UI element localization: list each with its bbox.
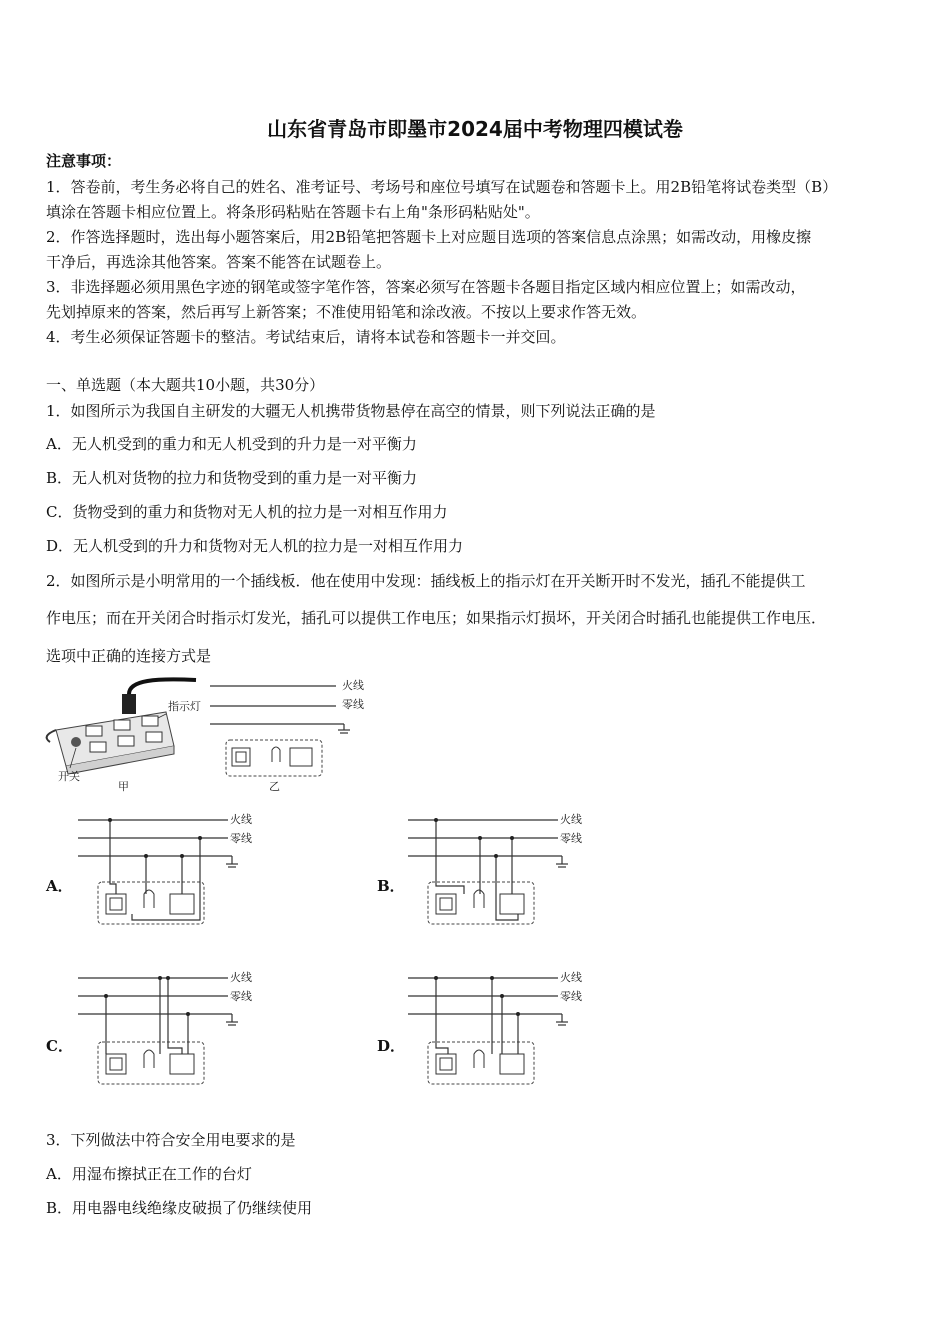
q2-option-a-label: A．	[46, 877, 73, 895]
zero-line-label: 零线	[230, 990, 252, 1003]
fire-line-label: 火线	[342, 679, 364, 692]
zero-line-label: 零线	[560, 990, 582, 1003]
q2-stem-line1: 2．如图所示是小明常用的一个插线板．他在使用中发现：插线板上的指示灯在开关断开时不发光，插孔不能提供工	[46, 572, 806, 590]
zero-line-label: 零线	[342, 698, 364, 711]
q1-stem: 1．如图所示为我国自主研发的大疆无人机携带货物悬停在高空的情景，则下列说法正确的是	[46, 402, 656, 420]
notes-line: 干净后，再选涂其他答案。答案不能答在试题卷上。	[46, 253, 392, 271]
indicator-label: 指示灯	[168, 700, 201, 713]
fire-line-label: 火线	[230, 971, 252, 984]
q2-option-a-circuit[interactable]	[78, 810, 268, 930]
q2-option-d-label: D．	[377, 1037, 406, 1055]
q2-stem-line3: 选项中正确的连接方式是	[46, 647, 212, 665]
q2-option-b-circuit[interactable]	[408, 810, 598, 930]
figure-yi-label: 乙	[269, 780, 280, 793]
notes-line: 4．考生必须保证答题卡的整洁。考试结束后，请将本试卷和答题卡一并交回。	[46, 328, 566, 346]
notes-line: 1．答卷前，考生务必将自己的姓名、准考证号、考场号和座位号填写在试题卷和答题卡上。用2B铅笔将试卷类型（B）	[46, 178, 838, 196]
q2-option-b-label: B．	[377, 877, 405, 895]
fire-line-label: 火线	[560, 971, 582, 984]
notes-line: 2．作答选择题时，选出每小题答案后，用2B铅笔把答题卡上对应题目选项的答案信息点涂黑；如需改动，用橡皮擦	[46, 228, 812, 246]
q1-option-d: D．无人机受到的升力和货物对无人机的拉力是一对相互作用力	[46, 537, 464, 555]
notes-heading: 注意事项：	[46, 152, 122, 170]
notes-line: 填涂在答题卡相应位置上。将条形码粘贴在答题卡右上角"条形码粘贴处"。	[46, 203, 540, 221]
q2-option-d-circuit[interactable]	[408, 968, 598, 1088]
fire-line-label: 火线	[560, 813, 582, 826]
q2-stem-line2: 作电压；而在开关闭合时指示灯发光，插孔可以提供工作电压；如果指示灯损坏，开关闭合时插孔也能提供工作电压．	[46, 609, 827, 627]
page-title: 山东省青岛市即墨市2024届中考物理四模试卷	[267, 117, 683, 141]
q2-option-c-circuit[interactable]	[78, 968, 268, 1088]
notes-line: 先划掉原来的答案，然后再写上新答案；不准使用铅笔和涂改液。不按以上要求作答无效。	[46, 303, 647, 321]
zero-line-label: 零线	[230, 832, 252, 845]
switch-label: 开关	[58, 770, 80, 783]
figure-jia-label: 甲	[118, 780, 129, 793]
q2-option-c-label: C．	[46, 1037, 73, 1055]
q3-stem: 3．下列做法中符合安全用电要求的是	[46, 1131, 296, 1149]
notes-line: 3．非选择题必须用黑色字迹的钢笔或签字笔作答，答案必须写在答题卡各题目指定区域内相应位置上；如需改动，	[46, 278, 806, 296]
q3-option-b: B．用电器电线绝缘皮破损了仍继续使用	[46, 1199, 313, 1217]
zero-line-label: 零线	[560, 832, 582, 845]
q1-option-a: A．无人机受到的重力和无人机受到的升力是一对平衡力	[46, 435, 417, 453]
q1-option-c: C．货物受到的重力和货物对无人机的拉力是一对相互作用力	[46, 503, 448, 521]
q2-figure-power-strip	[46, 676, 376, 796]
fire-line-label: 火线	[230, 813, 252, 826]
section-heading: 一、单选题（本大题共10小题，共30分）	[46, 376, 325, 394]
q3-option-a: A．用湿布擦拭正在工作的台灯	[46, 1165, 252, 1183]
q1-option-b: B．无人机对货物的拉力和货物受到的重力是一对平衡力	[46, 469, 418, 487]
